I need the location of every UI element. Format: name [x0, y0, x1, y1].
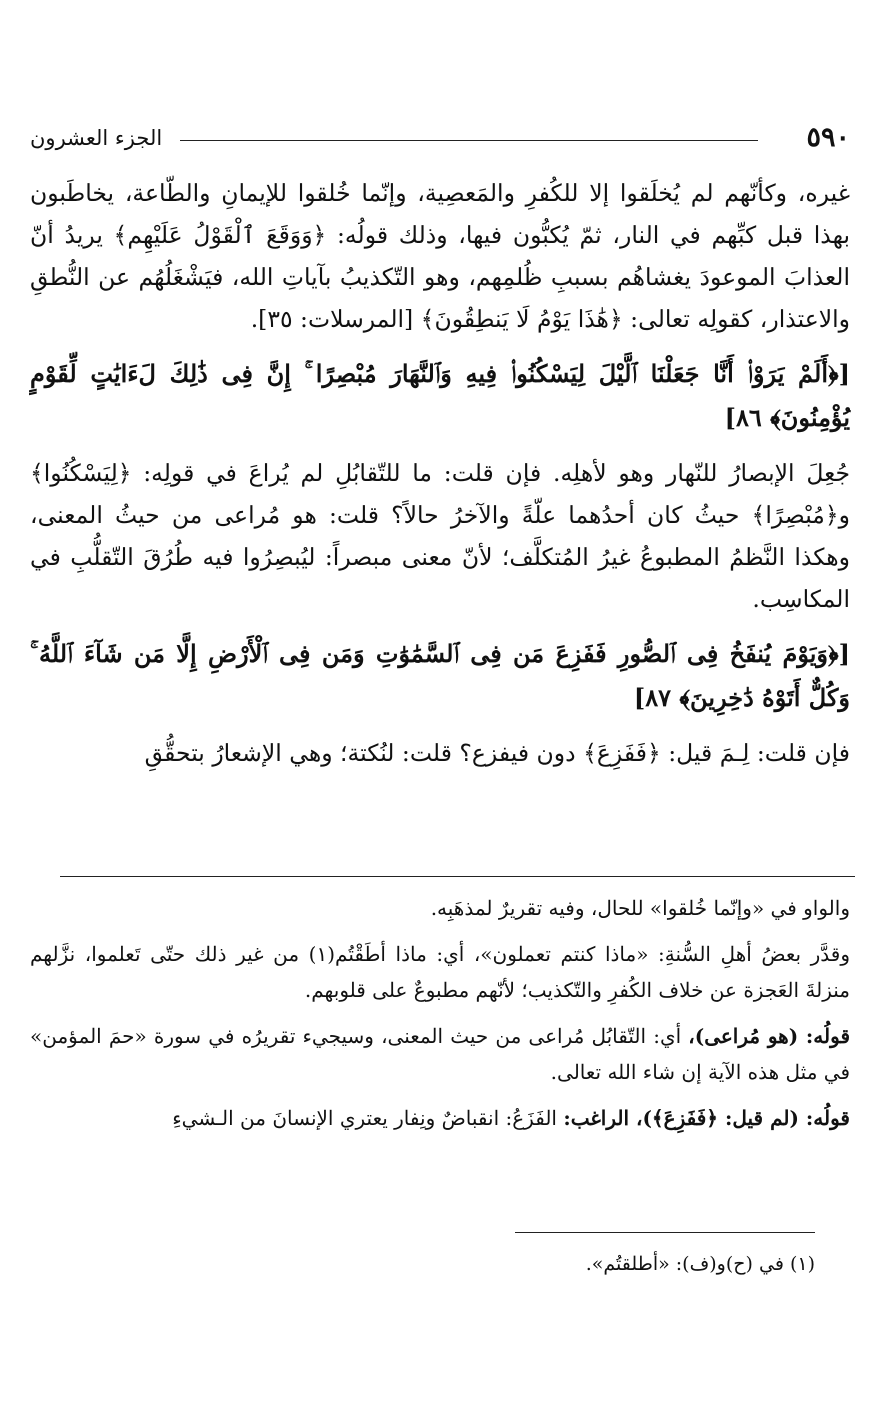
main-text	[30, 172, 850, 786]
main-paragraph-1: غيره، وكأنّهم لم يُخلَقوا إلا للكُفرِ والمَعصِية، وإنّما خُلقوا للإيمانِ والطّاعة، يخاطَبون بهذا قبل كبِّهم في النار، ثمّ يُكبُّون فيها، وذلك قولُه: ﴿وَوَقَعَ ٱلْقَوْلُ عَلَيْهِم﴾ يريدُ أنّ العذابَ الموعودَ يغشاهُم بسببِ ظُلمِهم، وهو التّكذيبُ بآياتِ الله، فيَشْغَلُهُم عن النُّطقِ والاعتذار، كقولِه تعالى: ﴿هَٰذَا يَوْمُ لَا يَنطِقُونَ﴾ [المرسلات: ٣٥].	[30, 179, 850, 333]
page-number: ٥٩٠	[806, 122, 850, 153]
commentary-paragraph-4	[30, 1100, 850, 1136]
commentary-paragraph-3-lead: قولُه: (هو مُراعى)،	[688, 1024, 851, 1048]
page-header	[30, 118, 850, 158]
main-paragraph-3: فإن قلت: لِـمَ قيل: ﴿فَفَزِعَ﴾ دون فيفزع؟ قلت: لنُكتة؛ وهي الإشعارُ بتحقُّقِ	[144, 739, 850, 767]
commentary-divider	[60, 876, 855, 877]
commentary-paragraph-4-lead: قولُه: (لم قيل: ﴿فَفَزِعَ﴾)، الراغب:	[563, 1106, 850, 1130]
verse-87: [﴿وَيَوْمَ يُنفَخُ فِى ٱلصُّورِ فَفَزِعَ مَن فِى ٱلسَّمَٰوَٰتِ وَمَن فِى ٱلْأَرْضِ إِلَّا مَن شَآءَ ٱللَّهُ ۚ وَكُلٌّ أَتَوْهُ دَٰخِرِينَ﴾ ٨٧]	[30, 639, 850, 712]
footnote-divider	[515, 1232, 815, 1233]
commentary-text	[30, 890, 850, 1146]
main-paragraph-2-lead: جُعِلَ الإبصارُ للنّهار وهو لأهلِه.	[541, 459, 850, 487]
part-title: الجزء العشرون	[30, 126, 163, 150]
header-rule	[180, 140, 758, 141]
commentary-paragraph-4-rest: الفَزَعُ: انقباضٌ ونِفار يعتري الإنسانَ من الـشيءِ	[172, 1106, 564, 1130]
main-paragraph-2	[30, 452, 850, 620]
main-paragraph-2-rest: فإن قلت: ما للتّقابُلِ لم يُراعَ في قولِه: ﴿لِيَسْكُنُوا﴾ و﴿مُبْصِرًا﴾ حيثُ كان أحدُهما علّةً والآخرُ حالاً؟ قلت: هو مُراعى من حيثُ المعنى، وهكذا النَّظمُ المطبوعُ غيرُ المُتكلَّف؛ لأنّ معنى مبصراً: ليُبصِرُوا فيه طُرُقَ التّقلُّبِ في المكاسِب.	[30, 459, 850, 613]
commentary-paragraph-3	[30, 1018, 850, 1090]
footnote: (١) في (ح)و(ف): «أطلقتُم».	[585, 1253, 815, 1275]
commentary-paragraph-2: وقدَّر بعضُ أهلِ السُّنةِ: «ماذا كنتم تعملون»، أي: ماذا أطَقْتُم(١) من غير ذلك حتّى تَعلموا، نزَّلهم منزلةَ العَجزة عن خلاف الكُفرِ والتّكذيب؛ لأنّهم مطبوعٌ على قلوبهم.	[30, 942, 850, 1002]
commentary-paragraph-1: والواو في «وإنّما خُلقوا» للحال، وفيه تقريرٌ لمذهَبِه.	[430, 896, 850, 920]
commentary-paragraph-3-rest: أي: التّقابُل مُراعى من حيث المعنى، وسيجيء تقريرُه في سورة «حمَ المؤمن» في مثل هذه الآية إن شاء الله تعالى.	[30, 1024, 850, 1084]
verse-86: [﴿أَلَمْ يَرَوْا۟ أَنَّا جَعَلْنَا ٱلَّيْلَ لِيَسْكُنُوا۟ فِيهِ وَٱلنَّهَارَ مُبْصِرًا ۚ إِنَّ فِى ذَٰلِكَ لَءَايَٰتٍ لِّقَوْمٍ يُؤْمِنُونَ﴾ ٨٦]	[30, 359, 850, 432]
